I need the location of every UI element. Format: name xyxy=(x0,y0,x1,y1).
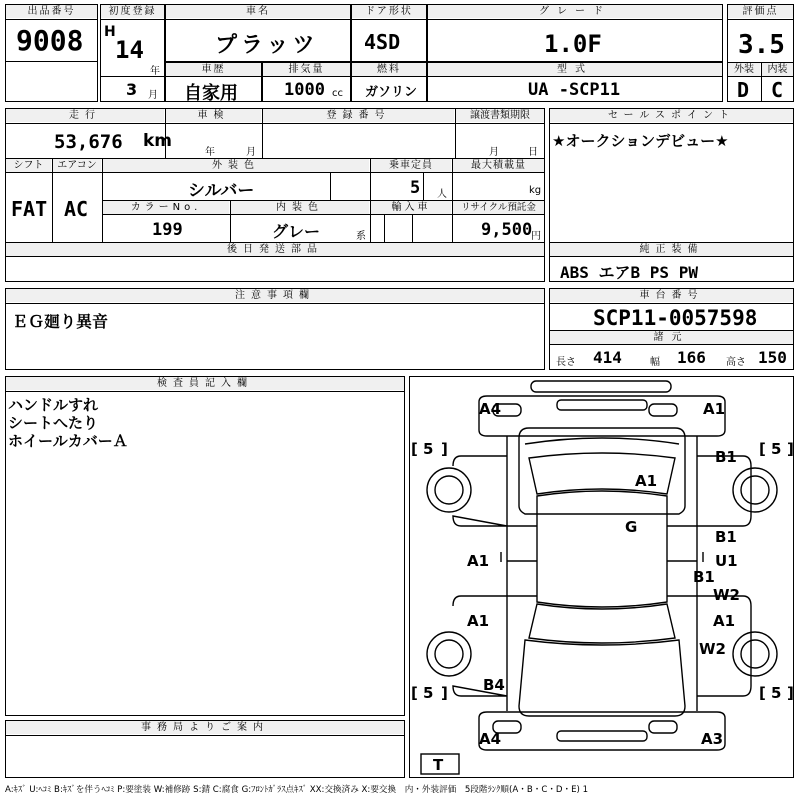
mark-hood: A1 xyxy=(635,472,658,490)
mileage-label: 走行 xyxy=(6,109,164,122)
notes-text: ＥＧ廻り異音 xyxy=(12,312,109,331)
mark-right-pillar: B1 xyxy=(693,568,715,586)
width-label: 幅 xyxy=(650,357,660,368)
mark-right-rear-fender: W2 xyxy=(699,640,726,658)
tire-front-left: 5 xyxy=(423,440,434,458)
exterior-score: D xyxy=(737,78,750,102)
svg-text:[: [ xyxy=(759,684,766,702)
int-color: グレー xyxy=(272,222,321,241)
exterior-score-label: 外装 xyxy=(728,63,760,76)
import-label: 輸入車 xyxy=(371,201,451,214)
mark-roof: G xyxy=(625,518,638,536)
max-load-label: 最大積載量 xyxy=(453,159,544,172)
first-registration-label: 初度登録 xyxy=(101,5,164,18)
mark-front-left: A4 xyxy=(479,400,502,418)
model-label: 型式 xyxy=(428,63,722,76)
transfer-deadline-label: 譲渡書類期限 xyxy=(456,109,544,122)
mark-right-front-door-a: B1 xyxy=(715,528,737,546)
reg-month: 3 xyxy=(126,80,138,99)
transfer-month-unit: 月 xyxy=(489,147,499,158)
air-conditioner: AC xyxy=(64,197,89,221)
ext-color-label: 外装色 xyxy=(103,159,369,172)
tire-front-right: 5 xyxy=(771,440,782,458)
history-label: 車歴 xyxy=(166,63,261,76)
car-name: プラッツ xyxy=(215,33,319,58)
score: 3.5 xyxy=(738,30,785,60)
int-color-label: 内装色 xyxy=(231,201,369,214)
mark-right-front-door-b: U1 xyxy=(715,552,738,570)
fuel-label: 燃料 xyxy=(352,63,426,76)
reg-number-label: 登録番号 xyxy=(263,109,454,122)
interior-score: C xyxy=(771,78,784,102)
color-number-label: カラーNo. xyxy=(103,201,229,214)
tire-rear-right: 5 xyxy=(771,684,782,702)
mileage-unit: km xyxy=(143,131,173,151)
svg-text:]: ] xyxy=(787,440,794,458)
svg-text:[: [ xyxy=(759,440,766,458)
ac-label: エアコン xyxy=(53,159,101,172)
shift-label: シフト xyxy=(6,159,51,172)
chassis-number: SCP11-0057598 xyxy=(593,306,758,330)
score-label: 評価点 xyxy=(728,5,793,18)
svg-text:]: ] xyxy=(787,684,794,702)
trunk xyxy=(519,640,685,716)
transfer-day-unit: 日 xyxy=(528,147,538,158)
inspection-month-unit: 月 xyxy=(246,147,256,158)
front-bumper xyxy=(531,381,671,392)
width: 166 xyxy=(677,348,706,367)
sales-point-label: セールスポイント xyxy=(550,109,793,122)
notes-label: 注意事項欄 xyxy=(6,289,544,302)
tire-rear-left: 5 xyxy=(423,684,434,702)
chassis-label: 車台番号 xyxy=(550,289,793,302)
spec-label: 諸元 xyxy=(550,331,793,344)
inspector-label: 検査員記入欄 xyxy=(6,377,404,390)
svg-text:[: [ xyxy=(411,440,418,458)
mark-left-rear-door: A1 xyxy=(467,612,490,630)
mark-right-rear-door-b: A1 xyxy=(713,612,736,630)
interior-score-label: 内装 xyxy=(762,63,793,76)
era: H xyxy=(104,24,116,40)
svg-text:]: ] xyxy=(441,684,448,702)
svg-text:[: [ xyxy=(411,684,418,702)
sales-point-text: ★オークションデビュー★ xyxy=(552,132,729,150)
reg-month-unit: 月 xyxy=(148,90,158,101)
history: 自家用 xyxy=(184,83,238,104)
inspector-line: ホイールカバーＡ xyxy=(8,432,128,450)
inspection-year-unit: 年 xyxy=(205,147,215,158)
damage-legend: A:ｷｽﾞ U:ﾍｺﾐ B:ｷｽﾞを伴うﾍｺﾐ P:要塗装 W:補修跡 S:錆 C:腐食 G:ﾌﾛﾝﾄｶﾞﾗｽ点ｷｽﾞ XX:交換済み X:要交換 内・外装評価 5段階ﾗﾝｸ順(A・B・C・D・E) 1 xyxy=(5,785,589,795)
length-label: 長さ xyxy=(556,357,576,368)
roof xyxy=(537,491,667,607)
lot-number-label: 出品番号 xyxy=(6,5,97,18)
recycle-fee-label: リサイクル預託金 xyxy=(453,201,544,214)
length: 414 xyxy=(593,348,622,367)
mark-rear-left: A4 xyxy=(479,730,502,748)
mark-right-front-fender: B1 xyxy=(715,448,737,466)
reg-year-unit: 年 xyxy=(150,66,160,77)
inspection-label: 車検 xyxy=(166,109,261,122)
trunk-tag: T xyxy=(433,756,444,774)
recycle-fee-unit: 円 xyxy=(531,231,541,242)
equipment: ABS エアB PS PW xyxy=(560,263,698,282)
office-label: 事務局よりご案内 xyxy=(6,721,404,734)
ext-color: シルバー xyxy=(188,181,255,201)
body-sides xyxy=(507,436,697,711)
inspector-line: ハンドルすれ xyxy=(8,396,99,414)
door-label: ドア形状 xyxy=(352,5,426,18)
fuel: ガソリン xyxy=(365,85,418,100)
inspector-line: シートへたり xyxy=(8,414,99,432)
rear-window xyxy=(529,604,675,643)
grille xyxy=(557,400,647,410)
max-load-unit: kg xyxy=(529,185,542,196)
equipment-label: 純正装備 xyxy=(550,243,793,256)
grade-label: グレード xyxy=(428,5,722,18)
car-name-label: 車名 xyxy=(166,5,350,18)
mark-front-right: A1 xyxy=(703,400,726,418)
shift: FAT xyxy=(11,197,48,221)
car-damage-diagram xyxy=(409,376,794,778)
grade: 1.0F xyxy=(544,30,602,58)
mark-left-rear-fender: B4 xyxy=(483,676,505,694)
later-parts-label: 後日発送部品 xyxy=(6,243,544,256)
lot-number: 9008 xyxy=(16,24,84,57)
capacity: 5 xyxy=(410,178,421,198)
recycle-fee: 9,500 xyxy=(481,220,533,240)
capacity-label: 乗車定員 xyxy=(371,159,451,172)
color-number: 199 xyxy=(152,220,183,240)
reg-year: 14 xyxy=(115,36,144,64)
height: 150 xyxy=(758,348,787,367)
height-label: 高さ xyxy=(726,357,746,368)
door-type: 4SD xyxy=(364,30,401,54)
displacement-label: 排気量 xyxy=(263,63,350,76)
mileage: 53,676 xyxy=(54,131,123,153)
mark-right-rear-door-a: W2 xyxy=(713,586,740,604)
mark-rear-right: A3 xyxy=(701,730,724,748)
int-color-unit: 系 xyxy=(356,231,366,242)
displacement: 1000 xyxy=(284,80,325,100)
svg-text:]: ] xyxy=(441,440,448,458)
capacity-unit: 人 xyxy=(437,189,447,200)
mark-left-front-door: A1 xyxy=(467,552,490,570)
displacement-unit: cc xyxy=(332,88,343,99)
model-code: UA -SCP11 xyxy=(528,80,621,100)
